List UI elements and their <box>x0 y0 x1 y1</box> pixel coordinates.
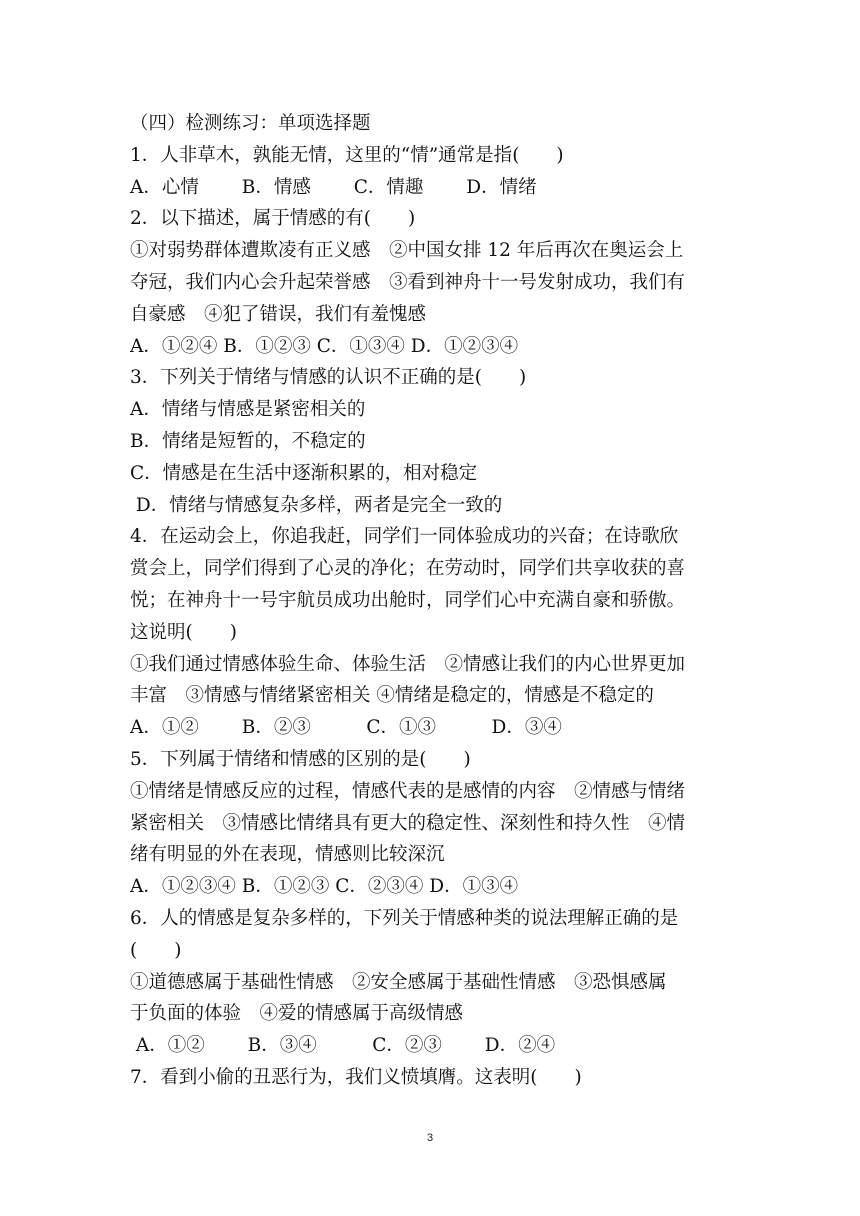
question-4-statement: ①我们通过情感体验生命、体验生活 ②情感让我们的内心世界更加 <box>130 653 686 675</box>
question-3-option-b: B．情绪是短暂的，不稳定的 <box>130 430 366 452</box>
question-3: 3．下列关于情绪与情感的认识不正确的是( ) <box>130 367 527 389</box>
question-5-statement: 绪有明显的外在表现，情感则比较深沉 <box>130 844 445 866</box>
question-6-options: A．①② B．③④ C．②③ D．②④ <box>130 1035 556 1057</box>
question-4-statement: 丰富 ③情感与情绪紧密相关 ④情绪是稳定的，情感是不稳定的 <box>130 685 654 707</box>
question-6-statement: ①道德感属于基础性情感 ②安全感属于基础性情感 ③恐惧感属 <box>130 971 667 993</box>
question-3-option-c: C．情感是在生活中逐渐积累的，相对稳定 <box>130 462 478 484</box>
question-1-options: A．心情 B．情感 C．情趣 D．情绪 <box>130 176 537 198</box>
question-1: 1．人非草木，孰能无情，这里的“情”通常是指( ) <box>130 144 564 166</box>
question-2-options: A．①②④ B．①②③ C．①③④ D．①②③④ <box>130 335 519 357</box>
question-4: 赏会上，同学们得到了心灵的净化；在劳动时，同学们共享收获的喜 <box>130 558 686 580</box>
question-5-statement: ①情绪是情感反应的过程，情感代表的是感情的内容 ②情感与情绪 <box>130 780 686 802</box>
question-7: 7．看到小偷的丑恶行为，我们义愤填膺。这表明( ) <box>130 1066 582 1088</box>
question-5-options: A．①②③④ B．①②③ C．②③④ D．①③④ <box>130 876 519 898</box>
question-4: 4．在运动会上，你追我赶，同学们一同体验成功的兴奋；在诗歌欣 <box>130 526 679 548</box>
question-3-option-a: A．情绪与情感是紧密相关的 <box>130 399 366 421</box>
document-body <box>130 108 740 1094</box>
question-5: 5．下列属于情绪和情感的区别的是( ) <box>130 748 471 770</box>
question-5-statement: 紧密相关 ③情感比情绪具有更大的稳定性、深刻性和持久性 ④情 <box>130 812 686 834</box>
question-2-statement: 自豪感 ④犯了错误，我们有羞愧感 <box>130 303 427 325</box>
section-heading: （四）检测练习：单项选择题 <box>130 113 371 134</box>
question-2-statement: ①对弱势群体遭欺凌有正义感 ②中国女排 12 年后再次在奥运会上 <box>130 240 684 262</box>
page-number: 3 <box>426 1132 434 1144</box>
question-2: 2．以下描述，属于情感的有( ) <box>130 208 416 230</box>
question-3-option-d: D．情绪与情感复杂多样，两者是完全一致的 <box>130 494 503 516</box>
question-6-statement: 于负面的体验 ④爱的情感属于高级情感 <box>130 1003 464 1025</box>
question-2-statement: 夺冠，我们内心会升起荣誉感 ③看到神舟十一号发射成功，我们有 <box>130 271 686 293</box>
question-4-options: A．①② B．②③ C．①③ D．③④ <box>130 717 562 739</box>
question-6: 6．人的情感是复杂多样的，下列关于情感种类的说法理解正确的是 <box>130 907 679 929</box>
question-4: 悦；在神舟十一号宇航员成功出舱时，同学们心中充满自豪和骄傲。 <box>130 589 686 611</box>
question-4: 这说明( ) <box>130 621 237 643</box>
question-6: ( ) <box>130 939 182 961</box>
